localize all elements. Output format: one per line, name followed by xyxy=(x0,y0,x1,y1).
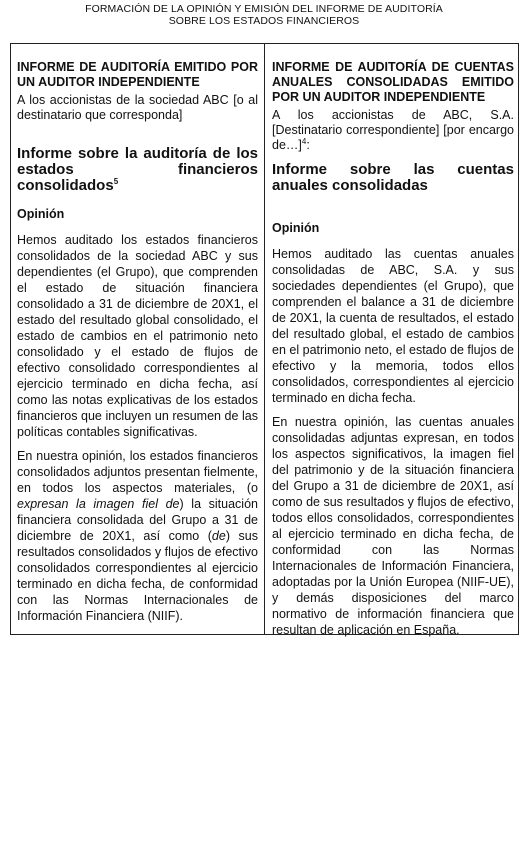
right-paragraph-1: Hemos auditado las cuentas anuales consolidadas de ABC, S.A. y sus sociedades dependientes (el Grupo), que comprenden el balance a 31 de diciembre de 20X1, la cuenta de resultados, el estado del resultado global, el estado de cambios en el patrimonio neto, el estado de flujos de efectivo y la memoria, todos ellos consolidados, correspondientes al ejercicio terminado en dicha fecha. xyxy=(272,247,514,405)
right-report-title: INFORME DE AUDITORÍA DE CUENTAS ANUALES CONSOLIDADAS EMITIDO POR UN AUDITOR INDEPENDIENTE xyxy=(272,60,514,104)
left-paragraph-2 xyxy=(17,448,258,624)
comparison-table xyxy=(10,43,519,635)
right-paragraph-2: En nuestra opinión, las cuentas anuales consolidadas adjuntas expresan, en todos los aspectos significativos, la imagen fiel del patrimonio y de la situación financiera del Grupo a 31 de diciembre de 20X1, así como de sus resultados y flujos de efectivo, todos ellos consolidados, correspondientes al ejercicio terminado en dicha fecha, de conformidad con las Normas Internacionales de Información Financiera, adoptadas por la Unión Europea (NIIF-UE), y demás disposiciones del marco normativo de información financiera que resultan de aplicación en España. xyxy=(272,415,514,637)
left-paragraph-1: Hemos auditado los estados financieros consolidados de la sociedad ABC y sus dependientes (el Grupo), que comprenden el estado de situación financiera consolidado a 31 de diciembre de 20X1, el estado del resultado global consolidado, el estado de cambios en el patrimonio neto consolidado y el estado de flujos de efectivo consolidado correspondientes al ejercicio terminado en dicha fecha, así como las notas explicativas de los estados financieros que incluyen un resumen de las políticas contables significativas. xyxy=(17,233,258,439)
left-p2-emphasis-1: expresan la imagen fiel de xyxy=(17,497,180,511)
right-addressee-end: : xyxy=(306,138,310,152)
right-addressee xyxy=(272,108,514,153)
right-footnote-ref: 4 xyxy=(301,136,307,146)
left-subheading-opinion: Opinión xyxy=(17,207,65,221)
left-p2-part-a: En nuestra opinión, los estados financieros consolidados adjuntos presentan fielmente, en todos los aspectos materiales, (o xyxy=(17,449,258,495)
left-addressee: A los accionistas de la sociedad ABC [o al destinatario que corresponda] xyxy=(17,93,258,122)
left-footnote-ref: 5 xyxy=(113,177,119,186)
left-report-title: INFORME DE AUDITORÍA EMITIDO POR UN AUDITOR INDEPENDIENTE xyxy=(17,60,258,89)
left-section-title-text: Informe sobre la auditoría de los estados financieros consolidados xyxy=(17,145,258,194)
right-subheading-opinion: Opinión xyxy=(272,221,320,235)
left-column xyxy=(17,44,258,624)
left-p2-part-c: ) sus resultados consolidados y flujos de efectivo consolidados correspondientes al ejercicio terminado en dicha fecha, de conformidad con las Normas Internacionales de Información Financiera (NIIF). xyxy=(17,529,258,623)
column-divider xyxy=(264,44,265,634)
header-line-1: FORMACIÓN DE LA OPINIÓN Y EMISIÓN DEL INFORME DE AUDITORÍA xyxy=(85,3,443,15)
header-line-2: SOBRE LOS ESTADOS FINANCIEROS xyxy=(168,15,360,27)
left-p2-emphasis-2: de xyxy=(211,529,226,543)
left-p2-part-b: ) la situación financiera consolidada del Grupo a 31 de diciembre de 20X1, así como ( xyxy=(17,497,258,543)
right-column xyxy=(272,44,514,638)
right-section-title: Informe sobre las cuentas anuales consolidadas xyxy=(272,161,514,194)
left-section-title xyxy=(17,146,258,194)
right-addressee-text: A los accionistas de ABC, S.A. [Destinatario correspondiente] [por encargo de…] xyxy=(272,108,514,152)
page-header xyxy=(0,3,528,27)
